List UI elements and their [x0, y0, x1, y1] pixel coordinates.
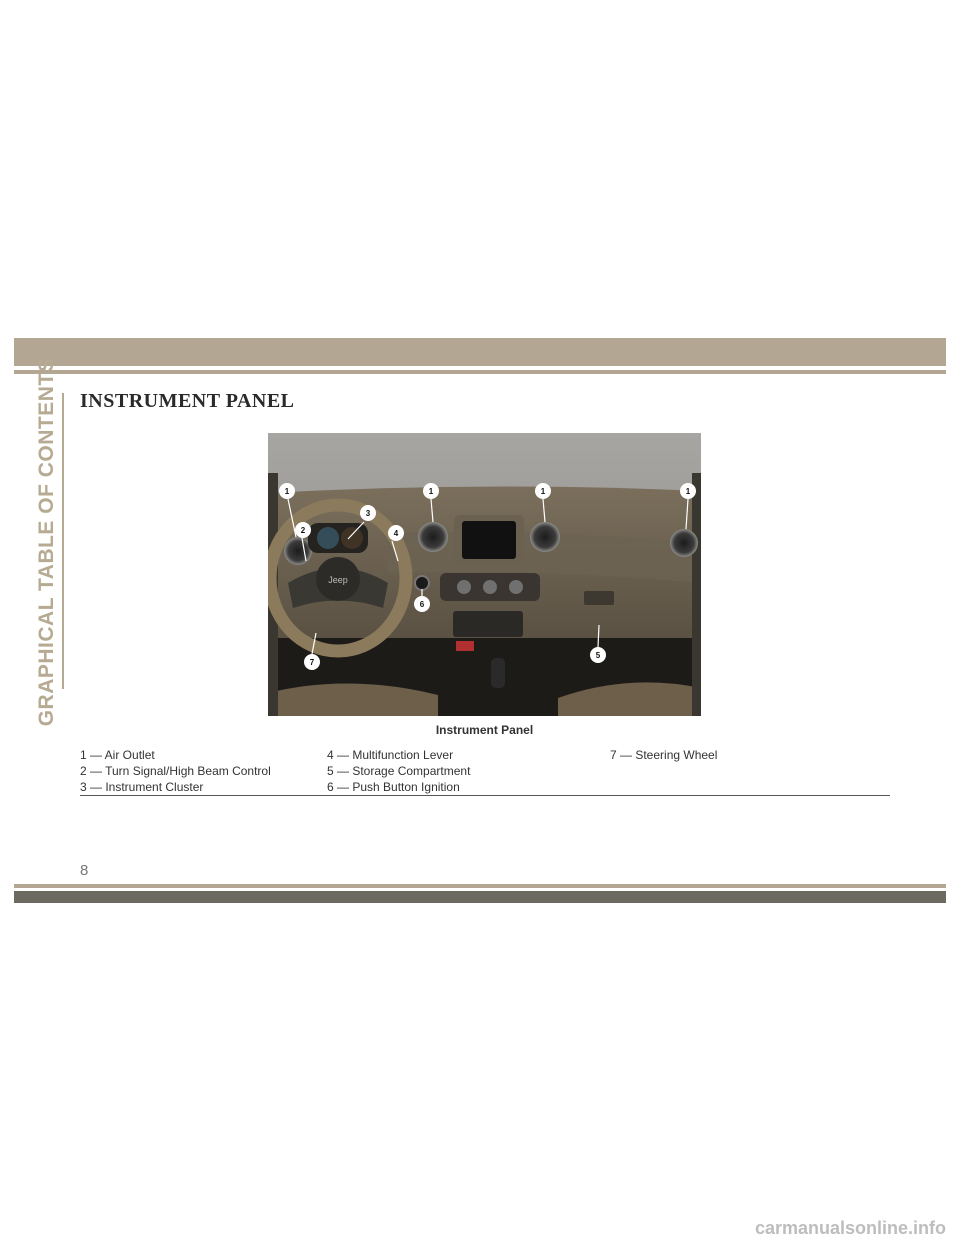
callout-1-center-left: [423, 483, 439, 499]
sidebar-tab[interactable]: [30, 357, 64, 727]
watermark-text: carmanualsonline.info: [754, 1218, 946, 1238]
svg-text:1: 1: [284, 487, 290, 496]
legend-column-3: [610, 747, 717, 763]
header-rule: [14, 370, 946, 374]
svg-text:5: 5: [595, 651, 601, 660]
callout-5: [590, 647, 606, 663]
legend-item: 6 — Push Button Ignition: [327, 780, 460, 794]
callout-2: [295, 522, 311, 538]
callout-1-center-right: [535, 483, 551, 499]
legend-item: 4 — Multifunction Lever: [327, 748, 454, 762]
legend-item: 5 — Storage Compartment: [327, 764, 471, 778]
svg-text:1: 1: [540, 487, 546, 496]
callout-3: [360, 505, 376, 521]
callout-1-right: [680, 483, 696, 499]
callout-4: [388, 525, 404, 541]
legend-item: 7 — Steering Wheel: [610, 748, 718, 762]
svg-text:Jeep: Jeep: [328, 575, 348, 585]
legend-item: 2 — Turn Signal/High Beam Control: [80, 764, 271, 778]
svg-text:3: 3: [365, 509, 371, 518]
footer-rule: [14, 884, 946, 888]
legend-item: 3 — Instrument Cluster: [80, 780, 204, 794]
callout-7: [304, 654, 320, 670]
svg-text:1: 1: [685, 487, 691, 496]
sidebar-rule: [62, 393, 64, 689]
footer-band: [14, 891, 946, 903]
legend-column-1: [80, 747, 271, 795]
instrument-panel-image: [268, 433, 701, 716]
legend-column-2: [327, 747, 470, 795]
svg-text:6: 6: [419, 600, 425, 609]
legend-rule: [80, 795, 890, 796]
svg-text:1: 1: [428, 487, 434, 496]
callout-6: [414, 596, 430, 612]
header-band: [14, 338, 946, 366]
page-number: 8: [80, 862, 89, 879]
callout-1-left: [279, 483, 295, 499]
svg-text:7: 7: [309, 658, 315, 667]
svg-text:2: 2: [300, 526, 306, 535]
figure-caption: Instrument Panel: [435, 723, 534, 737]
svg-text:4: 4: [393, 529, 399, 538]
legend-item: 1 — Air Outlet: [80, 748, 155, 762]
section-title: INSTRUMENT PANEL: [80, 390, 295, 412]
sidebar-label: GRAPHICAL TABLE OF CONTENTS: [35, 357, 58, 727]
